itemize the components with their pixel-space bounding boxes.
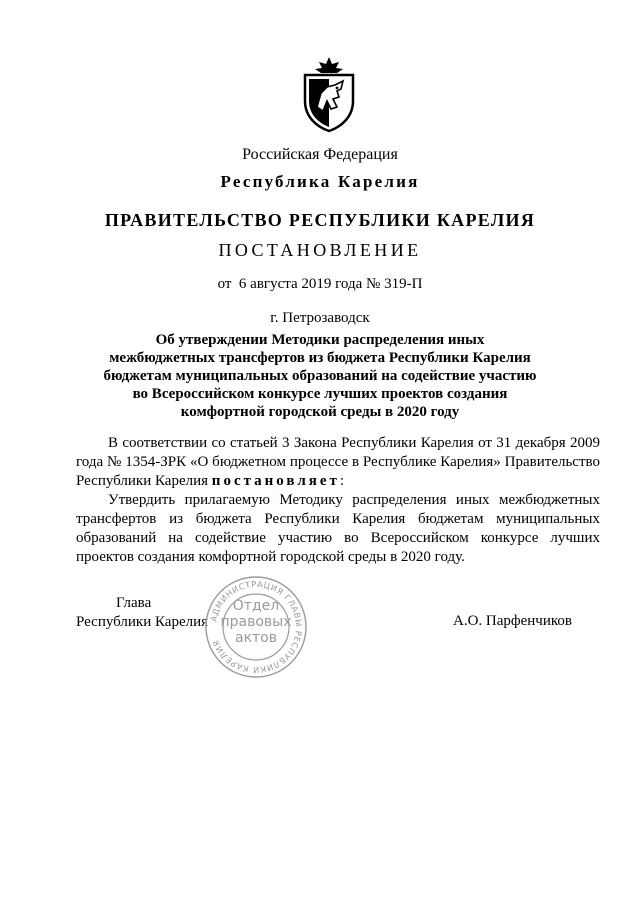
body-paragraph-resolution: Утвердить прилагаемую Методику распределения иных межбюджетных трансфертов из бюджета Республики Карелия бюджетам муниципальных образований на содействие участию во Всероссийском конкурсе лучших проектов создания комфортной городской среды в 2020 году.: [76, 492, 600, 565]
title-line: комфортной городской среды в 2020 году: [180, 404, 460, 420]
country-name: Российская Федерация: [242, 146, 398, 163]
document-title: [80, 331, 560, 421]
republic-name: Республика Карелия: [220, 172, 420, 191]
title-line: Об утверждении Методики распределения иных: [155, 332, 485, 348]
stamp-center-line: актов: [234, 630, 277, 646]
document-type: ПОСТАНОВЛЕНИЕ: [218, 240, 422, 260]
title-line: межбюджетных трансфертов из бюджета Республики Карелия: [109, 350, 531, 366]
stamp-center-line: правовых: [220, 614, 292, 630]
document-date: от 6 августа 2019 года № 319-П: [217, 276, 423, 292]
position-line: Республики Карелия: [76, 614, 209, 630]
stamp-ring-text: АДМИНИСТРАЦИЯ ГЛАВЫ РЕСПУБЛИКИ КАРЕЛИЯ: [208, 578, 305, 676]
signatory-position: [76, 594, 208, 632]
document-body: [76, 434, 600, 567]
position-line: Глава: [116, 595, 152, 611]
stamp-center-line: Отдел: [232, 598, 280, 614]
government-title: ПРАВИТЕЛЬСТВО РЕСПУБЛИКИ КАРЕЛИЯ: [104, 210, 536, 230]
decree-keyword: постановляет: [211, 473, 340, 489]
document-city: г. Петрозаводск: [270, 310, 370, 326]
title-line: во Всероссийском конкурсе лучших проектов создания: [132, 386, 508, 402]
coat-of-arms-icon: [297, 55, 361, 133]
preamble-end: :: [339, 473, 345, 489]
signatory-name: А.О. Парфенчиков: [453, 613, 572, 629]
title-line: бюджетам муниципальных образований на содействие участию: [103, 368, 537, 384]
body-paragraph-preamble: [76, 434, 600, 491]
preamble-text: В соответствии со статьей 3 Закона Республики Карелия от 31 декабря 2009 года № 1354-ЗРК «О бюджетном процессе в Республике Карелия» Правительство Республики Карелия: [76, 435, 600, 489]
